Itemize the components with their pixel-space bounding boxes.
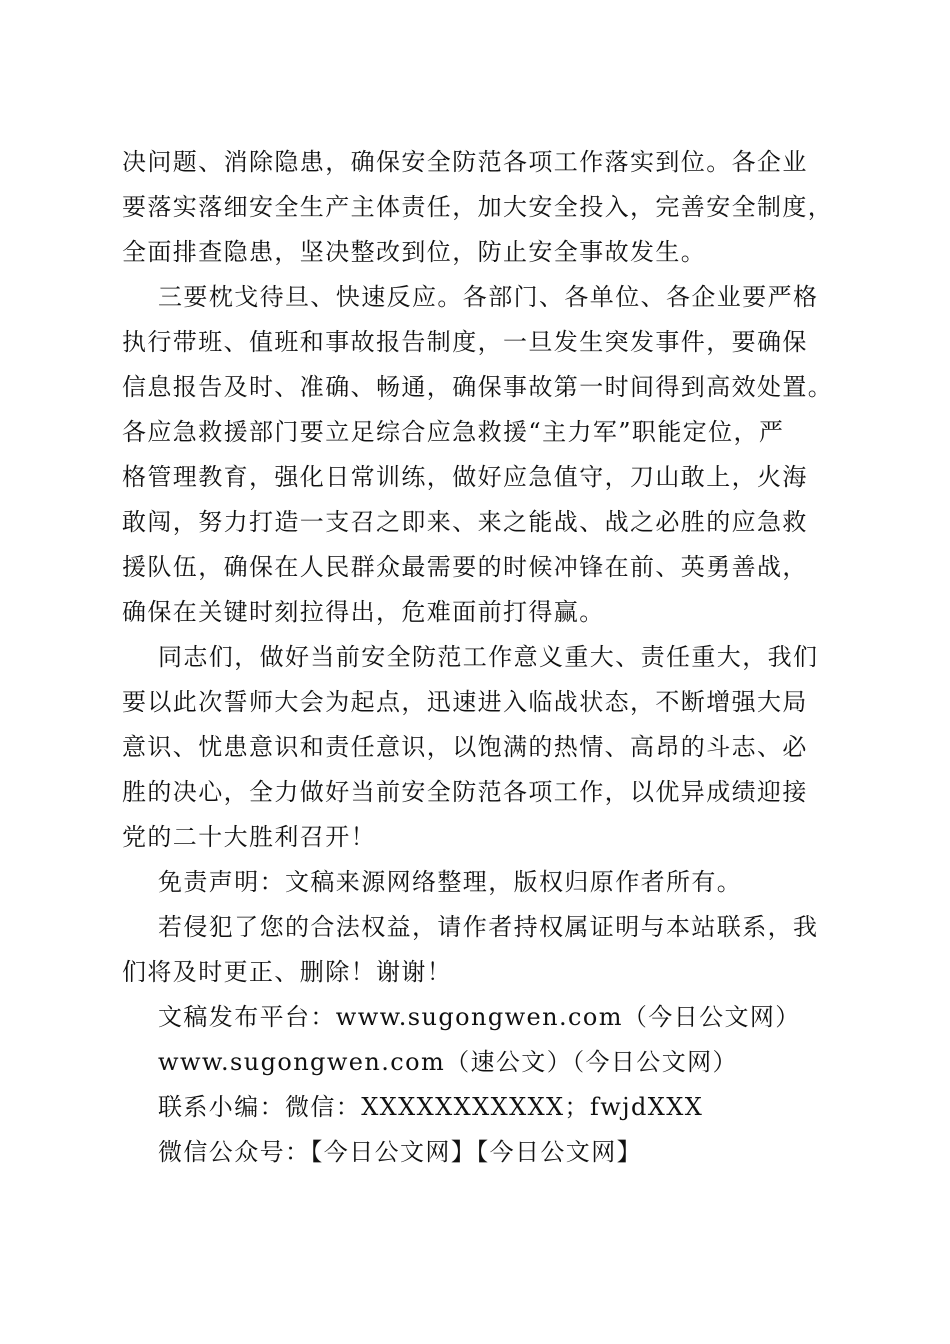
text-line: 要以此次誓师大会为起点，迅速进入临战状态，不断增强大局: [122, 688, 808, 716]
text-line: 确保在关键时刻拉得出，危难面前打得赢。: [122, 598, 605, 626]
text-line: www.sugongwen.com（速公文）（今日公文网）: [158, 1048, 738, 1076]
text-line: 决问题、消除隐患，确保安全防范各项工作落实到位。各企业: [122, 148, 808, 176]
contact-notice: [122, 905, 842, 995]
document-body: [122, 140, 842, 1175]
paragraph-continuation: [122, 140, 842, 275]
text-line: 若侵犯了您的合法权益，请作者持权属证明与本站联系，我: [158, 913, 819, 941]
text-line: 们将及时更正、删除！谢谢！: [122, 958, 453, 986]
site-line: [122, 1040, 842, 1085]
text-line: 格管理教育，强化日常训练，做好应急值守，刀山敢上，火海: [122, 463, 808, 491]
text-line: 要落实落细安全生产主体责任，加大安全投入，完善安全制度，: [122, 193, 834, 221]
text-line: 援队伍，确保在人民群众最需要的时候冲锋在前、英勇善战，: [122, 553, 808, 581]
wechat-account: [122, 1130, 842, 1175]
text-line: 全面排查隐患，坚决整改到位，防止安全事故发生。: [122, 238, 707, 266]
text-line: 各应急救援部门要立足综合应急救援“主力军”职能定位，严: [122, 418, 785, 446]
text-line: 三要枕戈待旦、快速反应。各部门、各单位、各企业要严格: [158, 283, 819, 311]
text-line: 党的二十大胜利召开！: [122, 823, 376, 851]
text-line: 同志们，做好当前安全防范工作意义重大、责任重大，我们: [158, 643, 819, 671]
platform-line: [122, 995, 842, 1040]
disclaimer: [122, 860, 842, 905]
text-line: 文稿发布平台：www.sugongwen.com（今日公文网）: [158, 1003, 801, 1031]
text-line: 意识、忧患意识和责任意识，以饱满的热情、高昂的斗志、必: [122, 733, 808, 761]
text-line: 执行带班、值班和事故报告制度，一旦发生突发事件，要确保: [122, 328, 808, 356]
text-line: 免责声明：文稿来源网络整理，版权归原作者所有。: [158, 868, 743, 896]
text-line: 信息报告及时、准确、畅通，确保事故第一时间得到高效处置。: [122, 373, 834, 401]
editor-contact: [122, 1085, 842, 1130]
text-line: 联系小编：微信：XXXXXXXXXXX；fwjdXXX: [158, 1093, 704, 1121]
paragraph-closing: [122, 635, 842, 860]
text-line: 胜的决心，全力做好当前安全防范各项工作，以优异成绩迎接: [122, 778, 808, 806]
text-line: 微信公众号：【今日公文网】【今日公文网】: [158, 1138, 642, 1166]
paragraph-emergency-response: [122, 275, 842, 635]
text-line: 敢闯，努力打造一支召之即来、来之能战、战之必胜的应急救: [122, 508, 808, 536]
